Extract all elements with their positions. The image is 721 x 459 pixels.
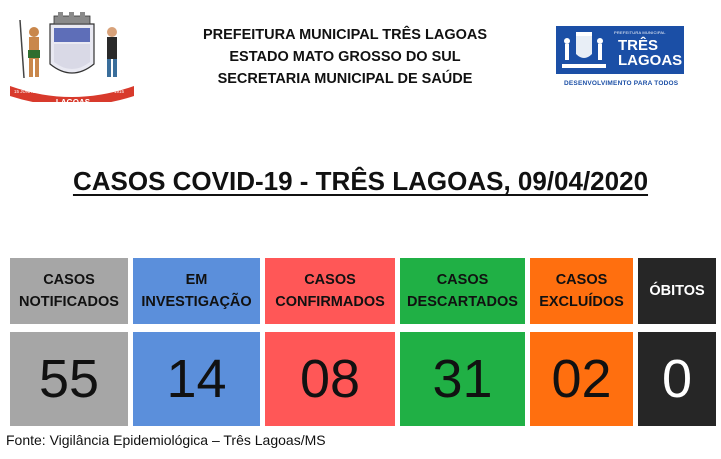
header-notified	[10, 258, 128, 324]
value-confirmed: 08	[265, 332, 395, 426]
logo-tagline: DESENVOLVIMENTO PARA TODOS	[564, 80, 679, 87]
header-line-department: SECRETARIA MUNICIPAL DE SAÚDE	[217, 71, 473, 87]
value-investigation: 14	[133, 332, 260, 426]
header-excluded-l1: CASOS	[555, 272, 608, 288]
header-notified-l2: NOTIFICADOS	[19, 294, 119, 310]
header-investigation	[133, 258, 260, 324]
crest-banner-text: TRÊS LAGOAS	[55, 89, 91, 107]
header-discarded-l1: CASOS	[436, 272, 489, 288]
header-investigation-l2: INVESTIGAÇÃO	[141, 294, 252, 310]
header-line-state: ESTADO MATO GROSSO DO SUL	[229, 49, 461, 65]
header-confirmed-l1: CASOS	[304, 272, 356, 288]
header-block	[150, 24, 540, 90]
source-note: Fonte: Vigilância Epidemiológica – Três Lagoas/MS	[6, 432, 326, 448]
tres-lagoas-logo	[548, 20, 693, 98]
header-notified-l1: CASOS	[43, 272, 95, 288]
city-crest-logo	[8, 12, 136, 107]
header-discarded-l2: DESCARTADOS	[407, 294, 518, 310]
value-discarded: 31	[400, 332, 525, 426]
header-excluded	[530, 258, 633, 324]
crest-right-date: 1915	[114, 89, 125, 94]
header-discarded	[400, 258, 525, 324]
header-investigation-l1: EM	[185, 272, 208, 288]
logo-blue-box	[556, 26, 684, 74]
value-notified: 55	[10, 332, 128, 426]
header-excluded-l2: EXCLUÍDOS	[539, 294, 624, 310]
header-line-municipality: PREFEITURA MUNICIPAL TRÊS LAGOAS	[202, 27, 488, 43]
page-title: CASOS COVID-19 - TRÊS LAGOAS, 09/04/2020	[72, 166, 649, 196]
crest-left-date: 15 JUNHO	[14, 89, 36, 94]
logo-name-line1: TRÊS	[618, 37, 659, 54]
logo-small-text: PREFEITURA MUNICIPAL	[614, 30, 666, 35]
header-deaths	[638, 258, 716, 324]
logo-name-line2: LAGOAS	[618, 52, 683, 69]
logo-name	[618, 38, 682, 68]
value-excluded: 02	[530, 332, 633, 426]
header-confirmed	[265, 258, 395, 324]
header-confirmed-l2: CONFIRMADOS	[275, 294, 385, 310]
header-deaths-l1: ÓBITOS	[649, 283, 705, 299]
value-deaths: 0	[638, 332, 716, 426]
